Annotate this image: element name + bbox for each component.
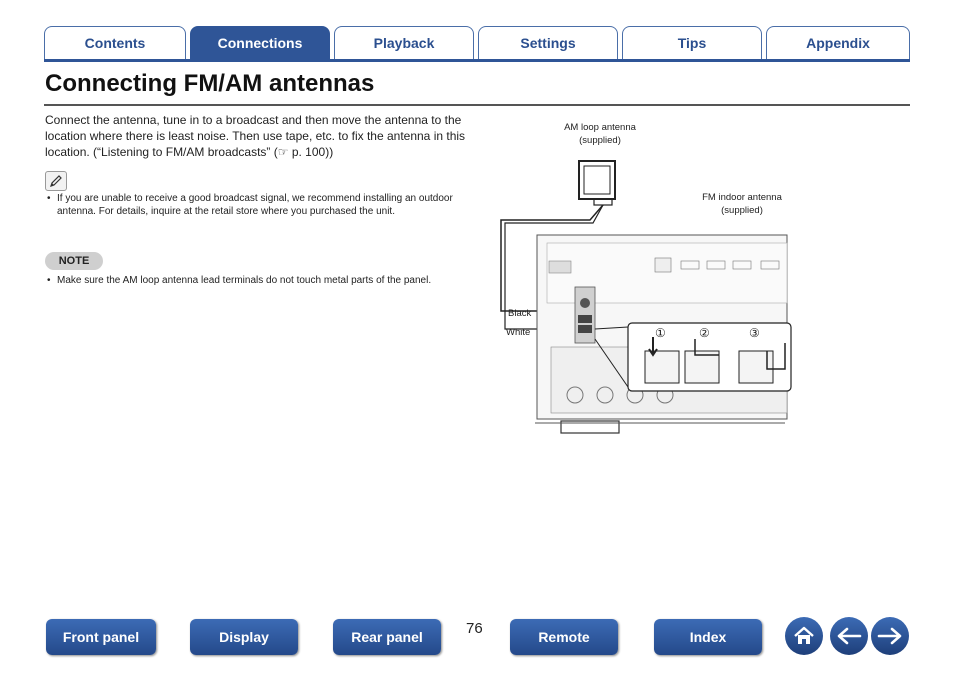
previous-page-button[interactable] [830,617,868,655]
top-tab-bar [44,26,910,60]
step-1-label: ① [655,326,666,340]
antenna-connection-diagram [495,115,795,445]
pencil-icon [45,171,67,191]
page-number: 76 [466,620,483,637]
next-page-button[interactable] [871,617,909,655]
front-panel-button[interactable]: Front panel [46,619,156,655]
arrow-right-icon [877,627,903,645]
tab-playback[interactable]: Playback [334,26,474,59]
home-button[interactable] [785,617,823,655]
tab-underline [44,59,910,62]
note-bullet: • Make sure the AM loop antenna lead terminals do not touch metal parts of the panel. [45,274,465,287]
display-button[interactable]: Display [190,619,298,655]
title-divider [44,104,910,106]
step-2-label: ② [699,326,710,340]
index-button[interactable]: Index [654,619,762,655]
rear-panel-illustration [495,115,795,445]
am-antenna-label: AM loop antenna (supplied) [564,122,636,146]
tab-settings[interactable]: Settings [478,26,618,59]
tab-appendix[interactable]: Appendix [766,26,910,59]
tip-bullet: • If you are unable to receive a good broadcast signal, we recommend installing an outdoor antenna. For details, inquire at the retail store where you purchased the unit. [45,192,465,218]
tab-tips[interactable]: Tips [622,26,762,59]
tip-list [45,192,465,218]
tab-connections[interactable]: Connections [190,26,330,59]
black-wire-label: Black [508,308,532,319]
step-3-label: ③ [749,326,760,340]
home-icon [792,625,816,647]
white-wire-label: White [506,327,531,338]
fm-antenna-label: FM indoor antenna (supplied) [702,192,782,216]
tab-contents[interactable]: Contents [44,26,186,59]
page-title: Connecting FM/AM antennas [45,70,375,97]
arrow-left-icon [836,627,862,645]
intro-text: Connect the antenna, tune in to a broadcast and then move the antenna to the location where there is least noise. Then use tape, etc. to fix the antenna in this location. (“Listening to FM/AM broadcasts” (☞ p. 100)) [45,113,466,159]
note-list [45,274,465,287]
remote-button[interactable]: Remote [510,619,618,655]
rear-panel-button[interactable]: Rear panel [333,619,441,655]
note-badge: NOTE [45,252,103,270]
